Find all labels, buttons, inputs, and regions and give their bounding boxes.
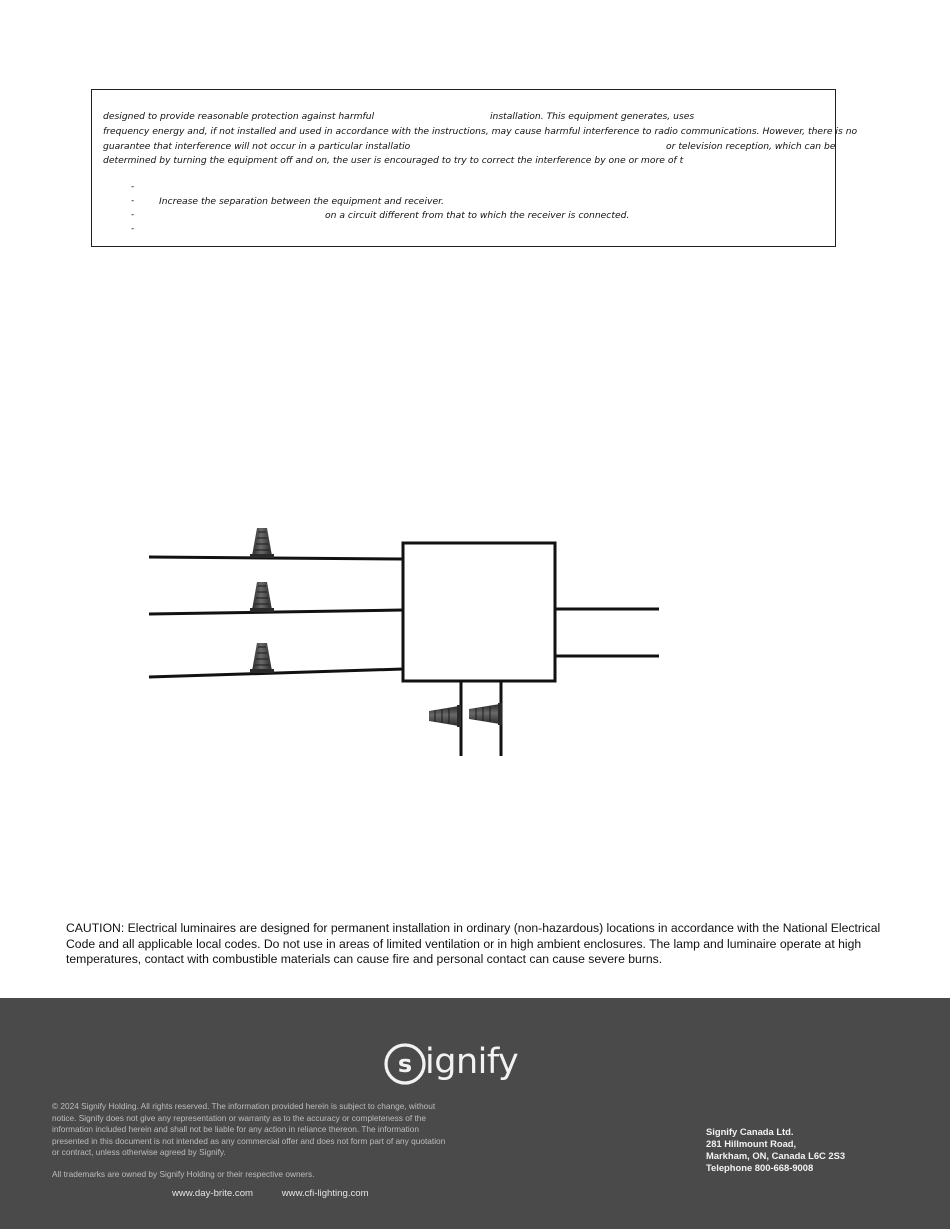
wire-nut-icon: [250, 528, 274, 558]
wire-nut-icon: [250, 582, 274, 612]
fcc-text-line: installation. This equipment generates, uses: [490, 111, 695, 122]
bullet-mark: -: [131, 224, 135, 234]
caution-text: CAUTION: Electrical luminaires are designed for permanent installation in ordinary (non-hazardous) locations in accordance with the National Electrical Code and all applicable local codes. Do not use in areas of limited ventilation or in high ambient enclosures. The lamp and luminaire operate at high temperatures, contact with combustible materials can cause fire and personal contact can cause severe burns.: [66, 921, 881, 967]
supply-wire: [149, 610, 403, 614]
svg-text:s: s: [397, 1050, 413, 1078]
copyright-text: © 2024 Signify Holding. All rights reserved. The information provided herein is subject to change, without notice. Signify does not give any representation or warranty as to the accuracy or completeness of the information included herein and shall not be liable for any action in reliance thereon. The information presented in this document is not intended as any commercial offer and does not form part of any quotation or contract, unless otherwise agreed by Signify.: [52, 1101, 446, 1157]
legal-notice: [52, 1101, 452, 1180]
fcc-text-line: guarantee that interference will not occur in a particular installatio: [103, 141, 411, 152]
address-phone: Telephone 800-668-9008: [706, 1162, 814, 1173]
junction-box: [403, 543, 555, 681]
address-city: Markham, ON, Canada L6C 2S3: [706, 1150, 846, 1161]
fcc-text-line: designed to provide reasonable protection against harmful: [103, 111, 375, 122]
logo-wordmark: ignify: [425, 1042, 519, 1082]
fcc-text-line: or television reception, which can be: [666, 141, 836, 152]
bullet-mark: -: [131, 196, 135, 206]
wire-nut-icon: [250, 643, 274, 673]
wire-nut-icon: [429, 705, 461, 727]
signify-logo: [384, 1040, 564, 1093]
link-day-brite[interactable]: www.day-brite.com: [172, 1188, 254, 1199]
supply-wire: [149, 557, 403, 559]
footer: [0, 998, 950, 1229]
web-links: [172, 1188, 369, 1199]
bullet-mark: -: [131, 210, 135, 220]
supply-wire: [149, 669, 403, 677]
address-street: 281 Hillmount Road,: [706, 1138, 797, 1149]
fcc-bullet-text: on a circuit different from that to which the receiver is connected.: [325, 210, 630, 221]
address-company: Signify Canada Ltd.: [706, 1126, 794, 1137]
wire-nut-icon: [469, 703, 502, 725]
trademark-text: All trademarks are owned by Signify Holding or their respective owners.: [52, 1168, 315, 1179]
fcc-bullet-text: Increase the separation between the equipment and receiver.: [159, 196, 444, 207]
link-cfi-lighting[interactable]: www.cfi-lighting.com: [281, 1188, 369, 1199]
fcc-text-line: determined by turning the equipment off and on, the user is encouraged to try to correct the interference by one or more of t: [103, 155, 684, 166]
company-address: [706, 1126, 845, 1174]
wiring-diagram: [0, 500, 950, 765]
fcc-text-line: frequency energy and, if not installed and used in accordance with the instructions, may cause harmful interference to radio communications. However, there is no: [103, 126, 858, 137]
fcc-notice-box: [91, 89, 858, 247]
bullet-mark: -: [131, 182, 135, 192]
